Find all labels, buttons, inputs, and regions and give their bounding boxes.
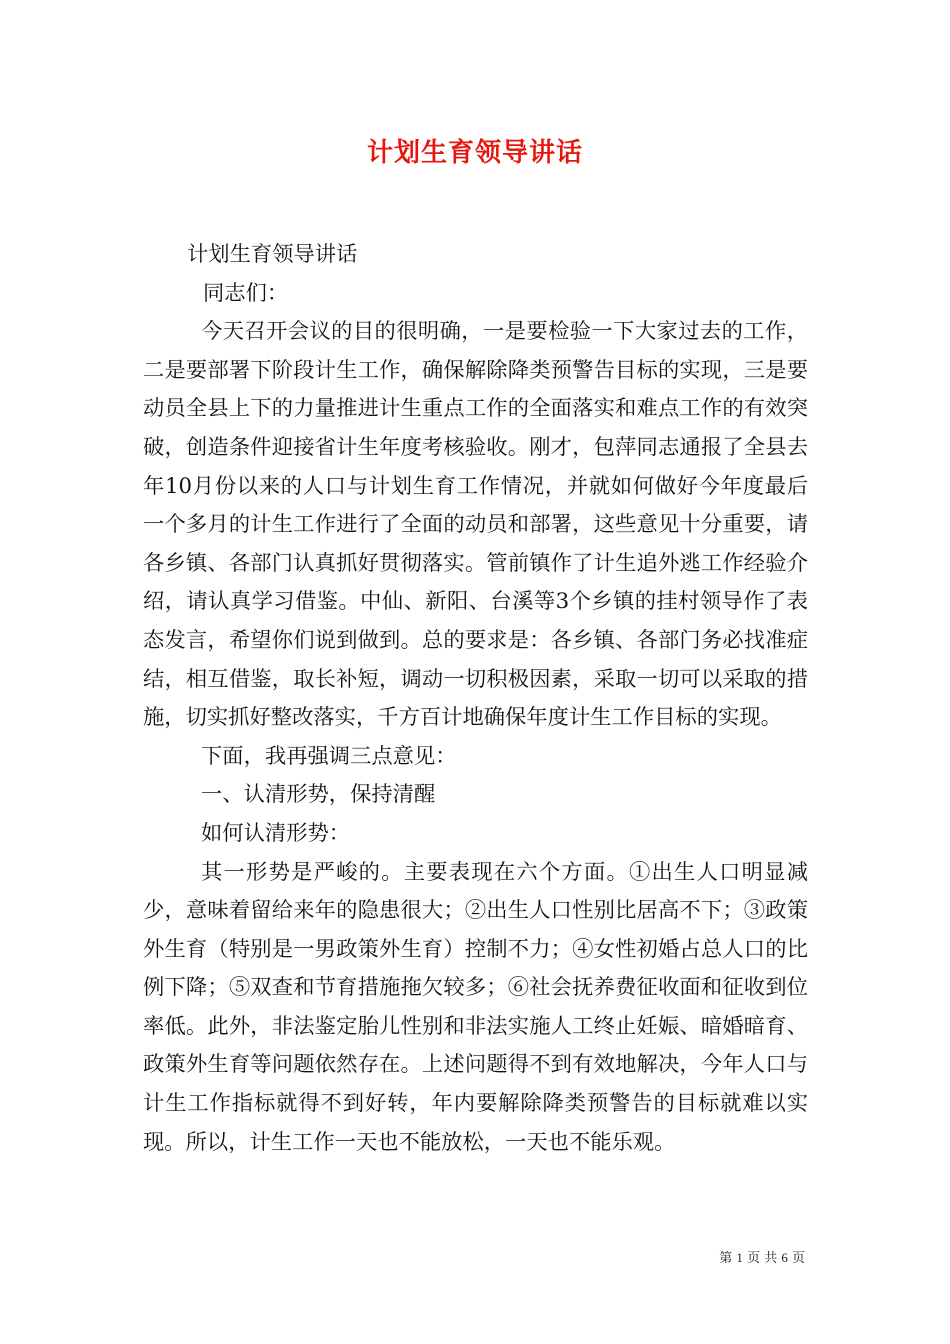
footer-suffix: 页 (791, 1251, 805, 1266)
subheading-how: 如何认清形势： (201, 820, 351, 846)
footer-page-number: 1 (736, 1250, 743, 1265)
document-subtitle: 计划生育领导讲话 (187, 242, 358, 267)
paragraph-situation: 其一形势是严峻的。主要表现在六个方面。①出生人口明显减少，意味着留给来年的隐患很大；②出生人口性别比居高不下；③政策外生育（特别是一男政策外生育）控制不力；④女性初婚占总人口的比例下降；⑤双查和节育措施拖欠较多；⑥社会抚养费征收面和征收到位率低。此外，非法鉴定胎儿性别和非法实施人工终止妊娠、暗婚暗育、政策外生育等问题依然存在。上述问题得不到有效地解决，今年人口与计生工作指标就得不到好转，年内要解除降类预警告的目标就难以实现。所以，计生工作一天也不能放松，一天也不能乐观。 (143, 859, 808, 1155)
footer-total-pages: 6 (781, 1250, 788, 1265)
paragraph-intro: 今天召开会议的目的很明确，一是要检验一下大家过去的工作，二是要部署下阶段计生工作，确保解除降类预警告目标的实现，三是要动员全县上下的力量推进计生重点工作的全面落实和难点工作的有效突破，创造条件迎接省计生年度考核验收。刚才，包萍同志通报了全县去年10月份以来的人口与计划生育工作情况，并就如何做好今年度最后一个多月的计生工作进行了全面的动员和部署，这些意见十分重要，请各乡镇、各部门认真抓好贯彻落实。管前镇作了计生追外逃工作经验介绍，请认真学习借鉴。中仙、新阳、台溪等3个乡镇的挂村领导作了表态发言，希望你们说到做到。总的要求是：各乡镇、各部门务必找准症结，相互借鉴，取长补短，调动一切积极因素，采取一切可以采取的措施，切实抓好整改落实，千方百计地确保年度计生工作目标的实现。 (143, 319, 808, 731)
section-heading-1: 一、认清形势，保持清醒 (201, 782, 436, 808)
page-footer (0, 1247, 805, 1266)
document-body (143, 236, 808, 1162)
footer-prefix: 第 (719, 1251, 733, 1266)
salutation: 同志们： (203, 280, 289, 306)
footer-middle: 页 共 (747, 1251, 778, 1266)
paragraph-emphasis: 下面，我再强调三点意见： (201, 743, 457, 769)
page-title: 计划生育领导讲话 (366, 138, 583, 168)
